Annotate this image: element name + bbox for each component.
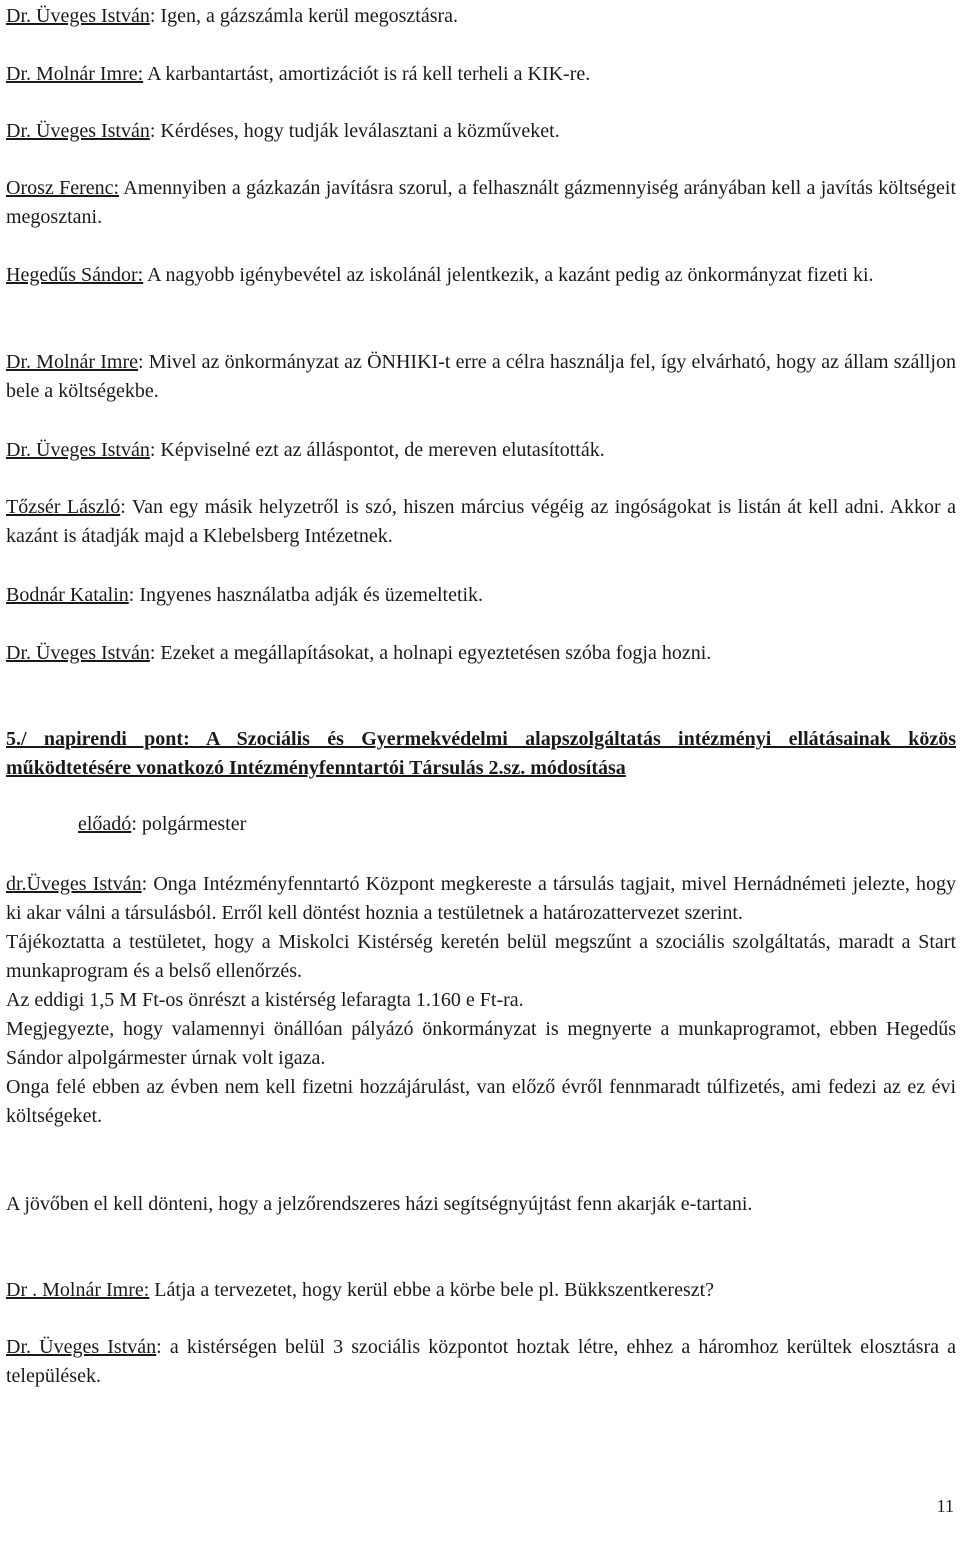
- speaker-paragraph: [6, 1333, 956, 1391]
- paragraph-text: Igen, a gázszámla kerül megosztásra.: [160, 5, 459, 27]
- speaker-paragraph: [6, 436, 956, 465]
- separator: :: [149, 120, 161, 142]
- separator: :: [141, 873, 154, 895]
- paragraph-text: a kistérségen belül 3 szociális központot hoztak létre, ehhez a háromhoz kerültek elosztásra a települések.: [6, 1336, 957, 1387]
- speaker-paragraph: [6, 261, 956, 290]
- paragraph-text: Onga felé ebben az évben nem kell fizetni hozzájárulást, van előző évről fennmaradt túlfizetés, ami fedezi az ez évi költségeket.: [6, 1076, 956, 1127]
- presenter-line: [78, 813, 246, 836]
- agenda-heading: [6, 725, 956, 783]
- speaker-name: Hegedűs Sándor:: [6, 264, 144, 286]
- presenter-value: : polgármester: [131, 813, 247, 835]
- paragraph-text: Mivel az önkormányzat az ÖNHIKI-t erre a célra használja fel, így elvárható, hogy az állam szálljon bele a költségekbe.: [6, 351, 956, 402]
- speaker-paragraph: [6, 174, 956, 232]
- paragraph-text: A karbantartást, amortizációt is rá kell terheli a KIK-re.: [147, 63, 591, 85]
- speaker-name: Dr. Üveges István: [6, 120, 150, 142]
- speaker-paragraph: [6, 60, 956, 89]
- agenda-title: 5./ napirendi pont: A Szociális és Gyermekvédelmi alapszolgáltatás intézményi ellátásainak közös működtetésére vonatkozó Intézményfenntartói Társulás 2.sz. módosítása: [6, 728, 956, 779]
- speaker-name: Dr . Molnár Imre:: [6, 1279, 150, 1301]
- paragraph-text: Megjegyezte, hogy valamennyi önállóan pályázó önkormányzat is megnyerte a munkaprogramot, ebben Hegedűs Sándor alpolgármester úrnak volt igaza.: [6, 1018, 956, 1069]
- speaker-name: Dr. Üveges István: [6, 5, 150, 27]
- paragraph-text: Látja a tervezetet, hogy kerül ebbe a körbe bele pl. Bükkszentkereszt?: [154, 1279, 715, 1301]
- presenter-label: előadó: [78, 813, 132, 835]
- closing-paragraph: [6, 1190, 956, 1219]
- speaker-name: Dr. Molnár Imre:: [6, 63, 144, 85]
- paragraph-text: Tájékoztatta a testületet, hogy a Miskolci Kistérség keretén belül megszűnt a szociális szolgáltatás, maradt a Start munkaprogram és a belső ellenőrzés.: [6, 931, 956, 982]
- paragraph-text: Képviselné ezt az álláspontot, de mereven elutasították.: [160, 439, 605, 461]
- paragraph-text: Ingyenes használatba adják és üzemeltetik.: [139, 584, 484, 606]
- separator: :: [149, 642, 161, 664]
- speaker-name: Orosz Ferenc:: [6, 177, 120, 199]
- separator: :: [137, 351, 149, 373]
- speaker-paragraph: [6, 639, 956, 668]
- separator: :: [149, 439, 161, 461]
- paragraph-text: Az eddigi 1,5 M Ft-os önrészt a kistérség lefaragta 1.160 e Ft-ra.: [6, 989, 524, 1011]
- separator: :: [156, 1336, 170, 1358]
- page-number: 11: [936, 1496, 954, 1516]
- paragraph-text: A jövőben el kell dönteni, hogy a jelzőrendszeres házi segítségnyújtást fenn akarják e-tartani.: [6, 1193, 753, 1215]
- speaker-paragraph: [6, 581, 956, 610]
- speaker-paragraph: [6, 2, 956, 31]
- separator: :: [149, 5, 161, 27]
- separator: :: [128, 584, 140, 606]
- speaker-name: Tőzsér László: [6, 496, 121, 518]
- paragraph-text: Ezeket a megállapításokat, a holnapi egyeztetésen szóba fogja hozni.: [160, 642, 712, 664]
- speaker-name: Dr. Molnár Imre: [6, 351, 138, 373]
- discussion-body: [6, 870, 956, 1131]
- speaker-paragraph: [6, 348, 956, 406]
- speaker-name: Bodnár Katalin: [6, 584, 129, 606]
- speaker-name: Dr. Üveges István: [6, 439, 150, 461]
- speaker-name: dr.Üveges István: [6, 873, 142, 895]
- speaker-paragraph: [6, 493, 956, 551]
- speaker-name: Dr. Üveges István: [6, 642, 150, 664]
- separator: :: [120, 496, 132, 518]
- paragraph-text: Onga Intézményfenntartó Központ megkereste a társulás tagjait, mivel Hernádnémeti jelezte, hogy ki akar válni a társulásból. Erről kell döntést hoznia a testületnek a határozattervezet szerint.: [6, 873, 957, 924]
- paragraph-text: Van egy másik helyzetről is szó, hiszen március végéig az ingóságokat is listán át kell adni. Akkor a kazánt is átadják majd a Klebelsberg Intézetnek.: [6, 496, 956, 547]
- paragraph-text: A nagyobb igénybevétel az iskolánál jelentkezik, a kazánt pedig az önkormányzat fizeti ki.: [147, 264, 874, 286]
- paragraph-text: Amennyiben a gázkazán javításra szorul, a felhasznált gázmennyiség arányában kell a javítás költségeit megosztani.: [6, 177, 956, 228]
- speaker-paragraph: [6, 1276, 956, 1305]
- speaker-paragraph: [6, 117, 956, 146]
- speaker-name: Dr. Üveges István: [6, 1336, 157, 1358]
- paragraph-text: Kérdéses, hogy tudják leválasztani a közműveket.: [160, 120, 560, 142]
